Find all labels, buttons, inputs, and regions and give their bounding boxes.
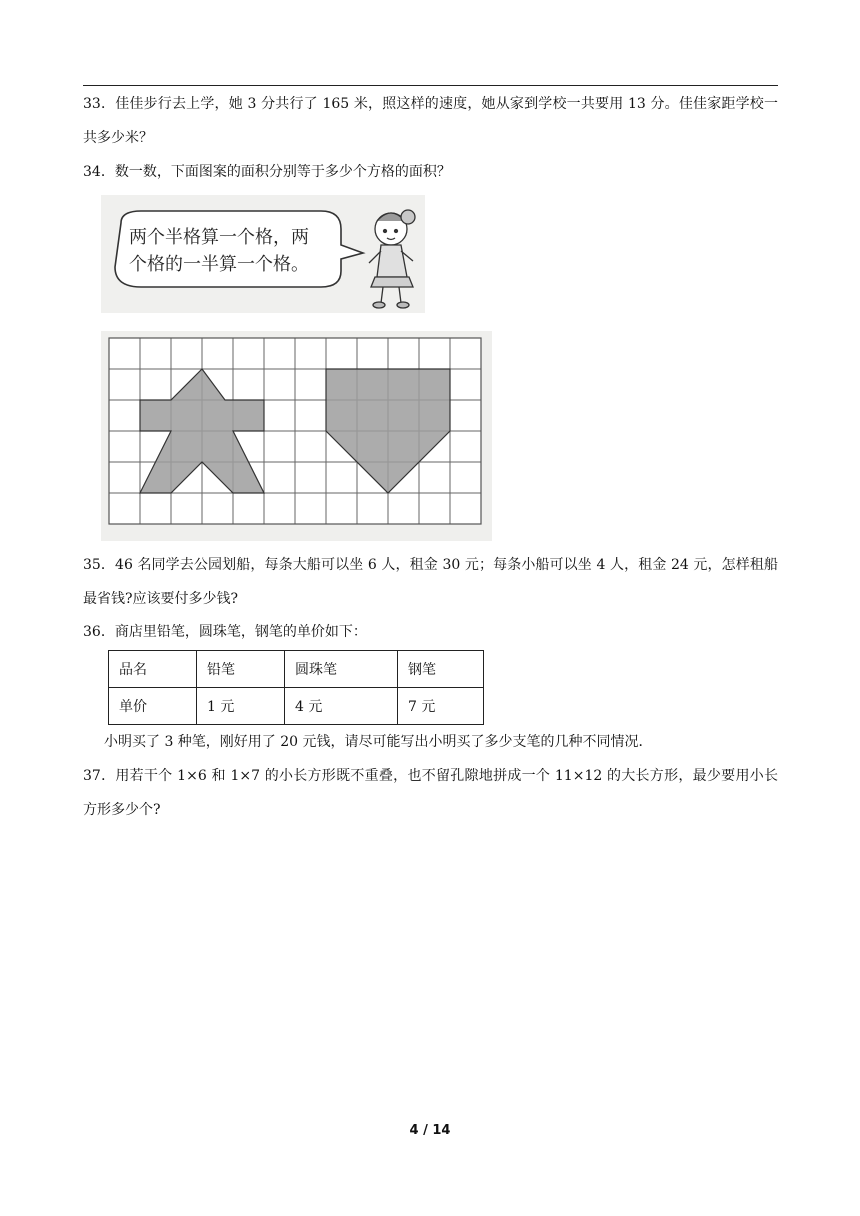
question-34-text: 34．数一数，下面图案的面积分别等于多少个方格的面积？	[83, 164, 451, 180]
question-37-text: 37．用若干个 1×6 和 1×7 的小长方形既不重叠，也不留孔隙地拼成一个 11×12 的大长方形，最少要用小长方形多少个?	[83, 768, 778, 818]
speech-line-1: 两个半格算一个格，两	[129, 227, 309, 248]
area-grid-diagram	[101, 331, 492, 541]
price-table	[108, 650, 484, 725]
speech-line-2: 个格的一半算一个格。	[129, 254, 309, 275]
table-cell: 单价	[109, 688, 197, 725]
question-35	[83, 548, 778, 616]
table-cell: 圆珠笔	[285, 651, 398, 688]
question-37	[83, 759, 778, 827]
question-36-text: 36．商店里铅笔，圆珠笔，钢笔的单价如下：	[83, 624, 367, 640]
speech-bubble-outline	[115, 211, 363, 287]
table-cell: 品名	[109, 651, 197, 688]
question-33	[83, 87, 778, 155]
speech-bubble-illustration	[101, 195, 425, 313]
grid-figure-panel	[101, 331, 492, 541]
girl-speech-illustration	[101, 195, 425, 313]
table-cell: 7 元	[398, 688, 484, 725]
header-rule	[83, 85, 778, 86]
question-33-text: 33．佳佳步行去上学，她 3 分共行了 165 米，照这样的速度，她从家到学校一共要用 13 分。佳佳家距学校一共多少米？	[83, 96, 778, 146]
question-36-note: 小明买了 3 种笔，刚好用了 20 元钱，请尽可能写出小明买了多少支笔的几种不同情况．	[104, 734, 653, 750]
table-cell: 4 元	[285, 688, 398, 725]
table-row	[109, 688, 484, 725]
page-number: 4 / 14	[409, 1123, 451, 1138]
table-cell: 1 元	[197, 688, 285, 725]
table-cell: 钢笔	[398, 651, 484, 688]
question-36	[83, 615, 778, 649]
question-35-text: 35．46 名同学去公园划船，每条大船可以坐 6 人，租金 30 元；每条小船可以坐 4 人，租金 24 元，怎样租船最省钱?应该要付多少钱?	[83, 557, 778, 607]
girl-figure-icon	[369, 210, 415, 308]
question-34	[83, 155, 778, 189]
table-header-row	[109, 651, 484, 688]
table-cell: 铅笔	[197, 651, 285, 688]
